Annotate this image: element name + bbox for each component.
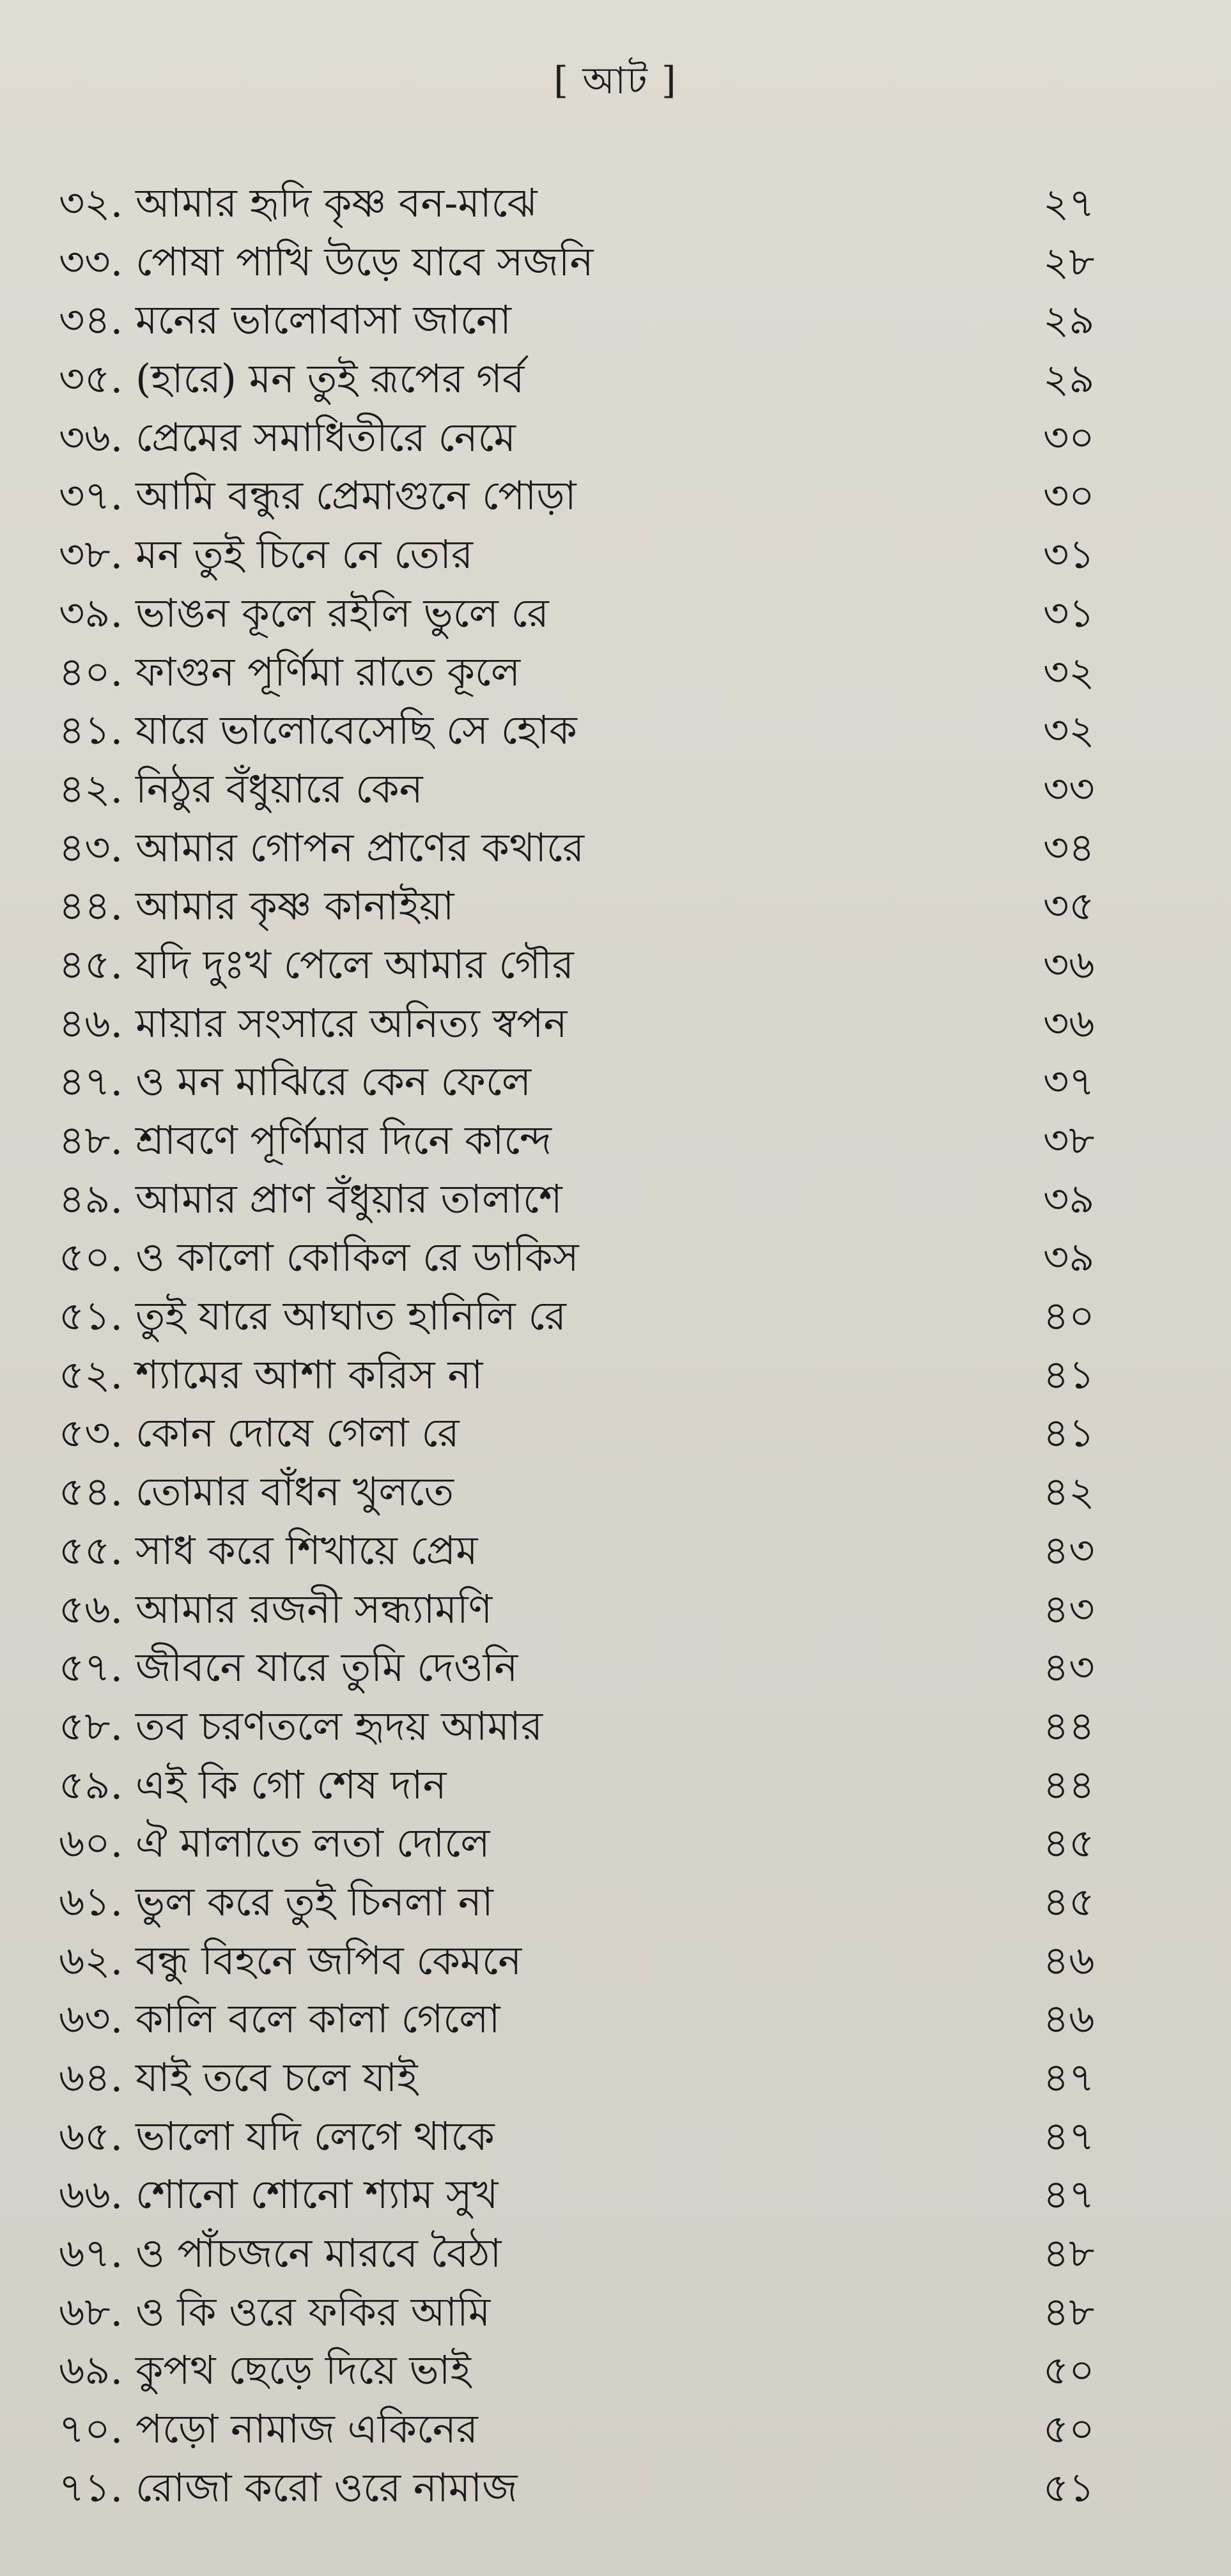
- toc-entry: [59, 1756, 1145, 1814]
- toc-entry-title: ৪৯. আমার প্রাণ বঁধুয়ার তালাশে: [59, 1175, 562, 1222]
- toc-entry: [59, 466, 1145, 525]
- toc-entry-page-number: ২৯: [1043, 355, 1095, 402]
- toc-entry: [59, 760, 1145, 818]
- toc-entry-page-number: ৪২: [1043, 1468, 1095, 1515]
- toc-entry-page-number: ৫০: [1043, 2405, 1095, 2453]
- toc-entry-page-number: ৪১: [1043, 1351, 1095, 1398]
- toc-entry: [59, 2165, 1145, 2224]
- toc-entry: [59, 2400, 1145, 2458]
- toc-entry-title: ৪৮. শ্রাবণে পূর্ণিমার দিনে কান্দে: [59, 1117, 552, 1163]
- toc-entry-page-number: ৩৬: [1043, 999, 1095, 1046]
- toc-entry: [59, 349, 1145, 408]
- toc-entry-page-number: ৩১: [1043, 589, 1095, 636]
- toc-entry: [59, 1931, 1145, 1990]
- toc-entry: [59, 2048, 1145, 2107]
- toc-entry: [59, 1873, 1145, 1931]
- toc-entry-title: ৩৩. পোষা পাখি উড়ে যাবে সজনি: [59, 238, 594, 285]
- toc-entry-page-number: ৪৪: [1043, 1702, 1095, 1749]
- toc-entry: [59, 1346, 1145, 1404]
- toc-entry-title: ৭১. রোজা করো ওরে নামাজ: [59, 2464, 518, 2511]
- toc-entry: [59, 1228, 1145, 1287]
- toc-entry: [59, 994, 1145, 1053]
- toc-entry-title: ৬৫. ভালো যদি লেগে থাকে: [59, 2112, 495, 2159]
- toc-entry-title: ৭০. পড়ো নামাজ একিনের: [59, 2405, 478, 2453]
- toc-entry-page-number: ৩৫: [1043, 882, 1095, 930]
- toc-entry: [59, 1580, 1145, 1639]
- toc-entry-page-number: ৩৪: [1043, 824, 1095, 871]
- toc-entry-page-number: ৪৪: [1043, 1761, 1095, 1808]
- toc-entry-page-number: ৫১: [1043, 2464, 1095, 2511]
- toc-entry: [59, 818, 1145, 877]
- toc-entry-page-number: ৪৫: [1043, 1820, 1095, 1867]
- toc-entry-title: ৬১. ভুল করে তুই চিনলা না: [59, 1878, 493, 1925]
- toc-entry: [59, 1052, 1145, 1111]
- toc-entry-page-number: ৫০: [1043, 2347, 1095, 2394]
- toc-entry-page-number: ৪৮: [1043, 2230, 1095, 2277]
- toc-entry: [59, 2107, 1145, 2166]
- toc-entry-title: ৬৪. যাই তবে চলে যাই: [59, 2054, 418, 2101]
- toc-entry-title: ৩৯. ভাঙন কূলে রইলি ভুলে রে: [59, 589, 549, 636]
- toc-entry: [59, 174, 1145, 233]
- page-number-header: [ আট ]: [554, 59, 677, 102]
- toc-entry-page-number: ৪৮: [1043, 2288, 1095, 2335]
- toc-entry: [59, 233, 1145, 291]
- toc-entry-page-number: ৩৯: [1043, 1234, 1095, 1281]
- toc-entry-page-number: ৩২: [1043, 707, 1095, 754]
- toc-entry: [59, 525, 1145, 584]
- toc-entry-title: ৬৮. ও কি ওরে ফকির আমি: [59, 2288, 491, 2335]
- table-of-contents: [59, 174, 1145, 2517]
- toc-entry: [59, 2283, 1145, 2342]
- toc-entry: [59, 1697, 1145, 1756]
- toc-entry-page-number: ৪৩: [1043, 1644, 1095, 1691]
- toc-entry-title: ৩৪. মনের ভালোবাসা জানো: [59, 296, 511, 344]
- toc-entry-title: ৬২. বন্ধু বিহনে জপিব কেমনে: [59, 1936, 522, 1984]
- toc-entry-title: ৬৭. ও পাঁচজনে মারবে বৈঠা: [59, 2230, 502, 2277]
- toc-entry-title: ৪০. ফাগুন পূর্ণিমা রাতে কূলে: [59, 648, 521, 695]
- toc-entry-title: ৬৯. কুপথ ছেড়ে দিয়ে ভাই: [59, 2347, 471, 2394]
- toc-entry-title: ৫০. ও কালো কোকিল রে ডাকিস: [59, 1234, 579, 1281]
- toc-entry-page-number: ৪১: [1043, 1409, 1095, 1457]
- toc-entry: [59, 2458, 1145, 2517]
- toc-entry: [59, 2224, 1145, 2283]
- toc-entry-page-number: ৩৭: [1043, 1058, 1095, 1105]
- toc-entry-page-number: ৪৭: [1043, 2054, 1095, 2101]
- toc-entry-page-number: ৩০: [1043, 472, 1095, 519]
- toc-entry-title: ৪৬. মায়ার সংসারে অনিত্য স্বপন: [59, 999, 568, 1046]
- toc-entry-title: ৪৭. ও মন মাঝিরে কেন ফেলে: [59, 1058, 532, 1105]
- toc-entry-page-number: ২৯: [1043, 296, 1095, 344]
- toc-entry: [59, 701, 1145, 760]
- toc-entry-title: ৪৪. আমার কৃষ্ণ কানাইয়া: [59, 882, 454, 930]
- toc-entry-title: ৫৯. এই কি গো শেষ দান: [59, 1761, 447, 1808]
- toc-entry: [59, 1989, 1145, 2048]
- toc-entry-title: ৫৮. তব চরণতলে হৃদয় আমার: [59, 1702, 543, 1749]
- toc-entry-title: ৩৬. প্রেমের সমাধিতীরে নেমে: [59, 413, 516, 461]
- toc-entry-title: ৫৩. কোন দোষে গেলা রে: [59, 1409, 460, 1457]
- toc-entry-page-number: ৪০: [1043, 1292, 1095, 1340]
- toc-entry-page-number: ৩৩: [1043, 765, 1095, 812]
- toc-entry: [59, 643, 1145, 702]
- toc-entry-page-number: ৩৮: [1043, 1117, 1095, 1163]
- toc-entry-title: ৫৬. আমার রজনী সন্ধ্যামণি: [59, 1585, 493, 1632]
- toc-entry-page-number: ৪৭: [1043, 2171, 1095, 2218]
- toc-entry-title: ৬৩. কালি বলে কালা গেলো: [59, 1995, 500, 2043]
- toc-entry-title: ৬০. ঐ মালাতে লতা দোলে: [59, 1820, 490, 1867]
- toc-entry: [59, 1404, 1145, 1462]
- toc-entry-title: ৩৭. আমি বন্ধুর প্রেমাগুনে পোড়া: [59, 472, 577, 519]
- toc-entry: [59, 1170, 1145, 1229]
- toc-entry-page-number: ২৭: [1043, 180, 1095, 226]
- toc-entry-page-number: ৪৩: [1043, 1585, 1095, 1632]
- toc-entry-page-number: ৩৯: [1043, 1175, 1095, 1222]
- toc-entry-title: ৫২. শ্যামের আশা করিস না: [59, 1351, 483, 1398]
- toc-entry-page-number: ৩০: [1043, 413, 1095, 461]
- toc-entry-title: ৩৫. (হারে) মন তুই রূপের গর্ব: [59, 355, 525, 402]
- toc-entry-page-number: ৪৬: [1043, 1936, 1095, 1984]
- toc-entry: [59, 1521, 1145, 1580]
- toc-entry-page-number: ৪৭: [1043, 2112, 1095, 2159]
- toc-entry: [59, 2341, 1145, 2400]
- toc-entry-title: ৬৬. শোনো শোনো শ্যাম সুখ: [59, 2171, 499, 2218]
- toc-entry-title: ৪১. যারে ভালোবেসেছি সে হোক: [59, 707, 577, 754]
- toc-entry-title: ৫৫. সাধ করে শিখায়ে প্রেম: [59, 1526, 478, 1574]
- toc-entry: [59, 291, 1145, 349]
- toc-entry-title: ৪৫. যদি দুঃখ পেলে আমার গৌর: [59, 940, 574, 988]
- toc-entry-page-number: ৪৩: [1043, 1526, 1095, 1574]
- toc-entry: [59, 935, 1145, 994]
- toc-entry: [59, 1814, 1145, 1873]
- toc-entry: [59, 1287, 1145, 1346]
- toc-entry-page-number: ২৮: [1043, 238, 1095, 285]
- toc-entry: [59, 1462, 1145, 1521]
- toc-entry-title: ৩২. আমার হৃদি কৃষ্ণ বন-মাঝে: [59, 180, 538, 226]
- toc-entry: [59, 408, 1145, 467]
- toc-entry-title: ৫৭. জীবনে যারে তুমি দেওনি: [59, 1644, 518, 1691]
- toc-entry-page-number: ৪৬: [1043, 1995, 1095, 2043]
- toc-entry-title: ৪২. নিঠুর বঁধুয়ারে কেন: [59, 765, 423, 812]
- toc-entry-title: ৫১. তুই যারে আঘাত হানিলি রে: [59, 1292, 566, 1340]
- toc-entry: [59, 1111, 1145, 1170]
- toc-entry-title: ৪৩. আমার গোপন প্রাণের কথারে: [59, 824, 585, 871]
- toc-entry-title: ৫৪. তোমার বাঁধন খুলতে: [59, 1468, 454, 1515]
- toc-entry: [59, 584, 1145, 643]
- toc-entry-page-number: ৩৬: [1043, 940, 1095, 988]
- toc-entry-page-number: ৪৫: [1043, 1878, 1095, 1925]
- toc-entry-page-number: ৩১: [1043, 531, 1095, 578]
- toc-entry: [59, 1638, 1145, 1697]
- toc-entry-title: ৩৮. মন তুই চিনে নে তোর: [59, 531, 474, 578]
- toc-entry-page-number: ৩২: [1043, 648, 1095, 695]
- toc-entry: [59, 877, 1145, 935]
